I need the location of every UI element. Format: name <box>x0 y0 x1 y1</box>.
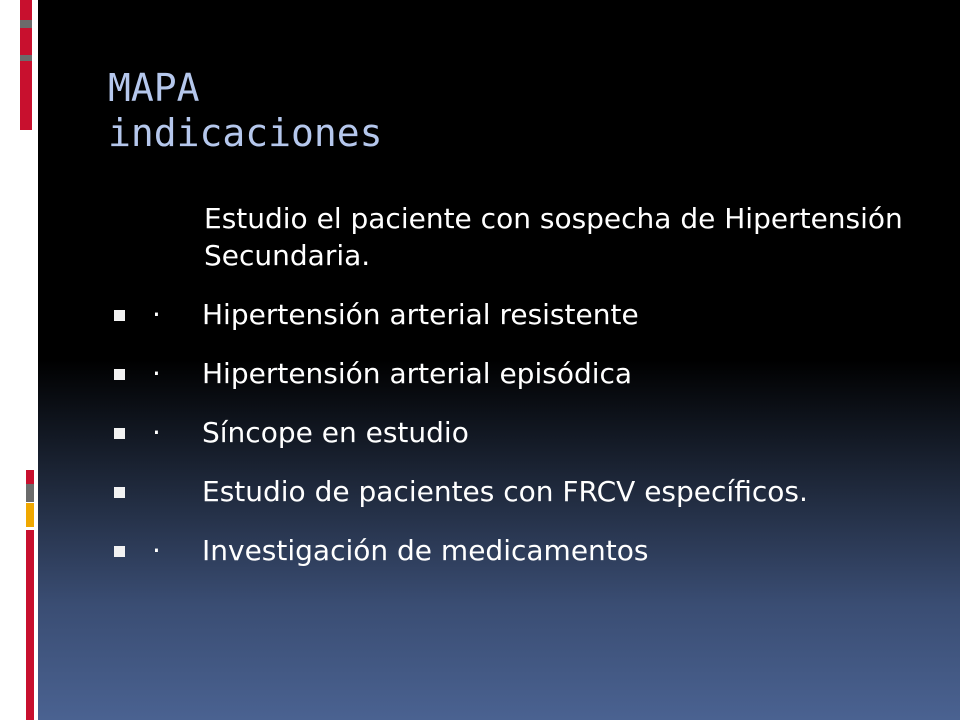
title-line-2: indicaciones <box>108 111 383 155</box>
list-item-text: Investigación de medicamentos <box>202 534 649 567</box>
decor-mid-orange-bar <box>26 503 34 527</box>
slide-body <box>110 200 930 591</box>
decor-mid-red-bar <box>26 470 34 484</box>
square-bullet-icon <box>114 428 125 439</box>
list-item-text: Estudio de pacientes con FRCV específicos. <box>202 475 808 508</box>
list-item <box>110 296 930 333</box>
list-item <box>110 532 930 569</box>
decor-mid-red-bar-long <box>26 530 34 720</box>
title-line-1: MAPA <box>108 66 200 110</box>
list-item-text: Hipertensión arterial episódica <box>202 357 633 390</box>
middle-dot-marker: · <box>152 534 161 567</box>
square-bullet-icon <box>114 487 125 498</box>
list-item <box>110 473 930 510</box>
square-bullet-icon <box>114 369 125 380</box>
square-bullet-icon <box>114 546 125 557</box>
middle-dot-marker: · <box>152 416 161 449</box>
intro-paragraph <box>110 200 930 274</box>
decor-top-gray-bar-2 <box>20 55 32 61</box>
decor-top-gray-bar <box>20 20 32 28</box>
list-item <box>110 355 930 392</box>
list-item-text: Síncope en estudio <box>202 416 469 449</box>
decor-mid-gray-bar <box>26 484 34 502</box>
list-item-text: Hipertensión arterial resistente <box>202 298 639 331</box>
slide-title <box>108 66 928 156</box>
square-bullet-icon <box>114 310 125 321</box>
middle-dot-marker: · <box>152 357 161 390</box>
list-item <box>110 414 930 451</box>
middle-dot-marker: · <box>152 298 161 331</box>
intro-text: Estudio el paciente con sospecha de Hipertensión Secundaria. <box>204 202 903 272</box>
